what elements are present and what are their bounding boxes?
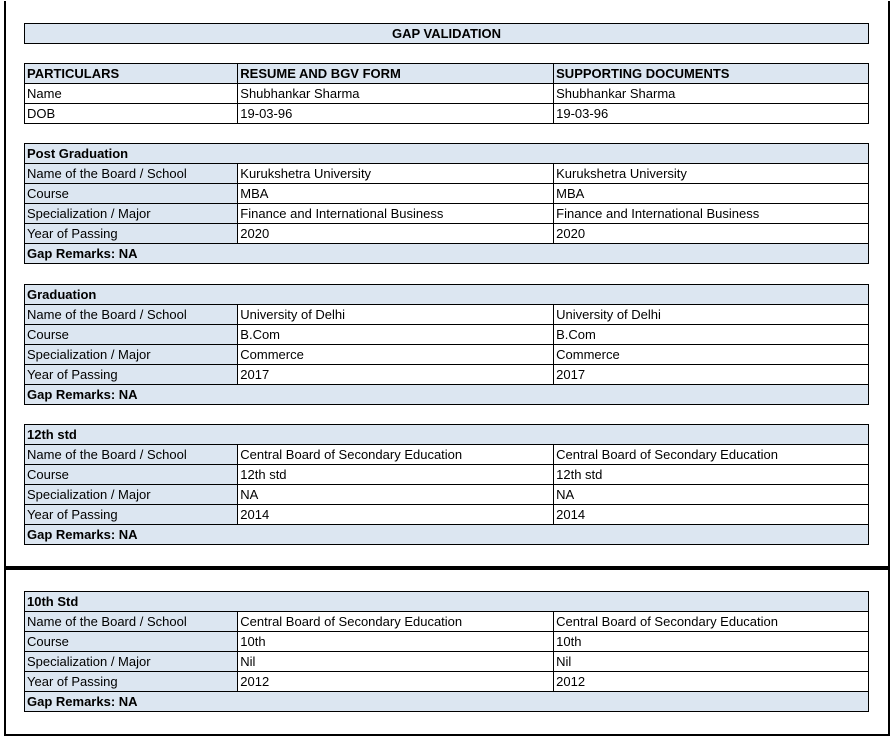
resume-value: University of Delhi <box>238 305 554 325</box>
resume-value: Central Board of Secondary Education <box>238 612 554 632</box>
row-label: Course <box>25 465 238 485</box>
docs-value: Commerce <box>554 345 869 365</box>
section-graduation <box>24 284 869 405</box>
table-row <box>25 164 869 184</box>
resume-value: Commerce <box>238 345 554 365</box>
resume-value: 2014 <box>238 505 554 525</box>
row-label: Name of the Board / School <box>25 164 238 184</box>
table-row <box>25 204 869 224</box>
row-label: Year of Passing <box>25 224 238 244</box>
section-10th-std <box>24 591 869 712</box>
row-label: Year of Passing <box>25 365 238 385</box>
resume-value: 10th <box>238 632 554 652</box>
table-row <box>25 84 869 104</box>
gap-remarks: Gap Remarks: NA <box>25 244 869 264</box>
resume-value: Central Board of Secondary Education <box>238 445 554 465</box>
section-heading: 10th Std <box>25 592 869 612</box>
table-row <box>25 305 869 325</box>
row-label: Name of the Board / School <box>25 305 238 325</box>
table-row <box>25 104 869 124</box>
resume-value: MBA <box>238 184 554 204</box>
table-row <box>25 184 869 204</box>
docs-value: University of Delhi <box>554 305 869 325</box>
docs-value: Central Board of Secondary Education <box>554 445 869 465</box>
row-label: Name of the Board / School <box>25 612 238 632</box>
resume-value: Finance and International Business <box>238 204 554 224</box>
header-particulars: PARTICULARS <box>25 64 238 84</box>
row-label: Course <box>25 632 238 652</box>
row-label: Specialization / Major <box>25 345 238 365</box>
docs-value: 19-03-96 <box>554 104 869 124</box>
row-label: Specialization / Major <box>25 485 238 505</box>
row-label: Course <box>25 184 238 204</box>
resume-value: 19-03-96 <box>238 104 554 124</box>
table-row <box>25 485 869 505</box>
row-label: Course <box>25 325 238 345</box>
header-supporting-docs: SUPPORTING DOCUMENTS <box>554 64 869 84</box>
table-row <box>25 445 869 465</box>
row-label: Name <box>25 84 238 104</box>
table-row <box>25 652 869 672</box>
resume-value: B.Com <box>238 325 554 345</box>
row-label: Specialization / Major <box>25 652 238 672</box>
resume-value: 12th std <box>238 465 554 485</box>
docs-value: 2014 <box>554 505 869 525</box>
particulars-table <box>24 63 869 124</box>
row-label: Year of Passing <box>25 505 238 525</box>
resume-value: 2017 <box>238 365 554 385</box>
docs-value: Finance and International Business <box>554 204 869 224</box>
section-12th-std <box>24 424 869 545</box>
row-label: Year of Passing <box>25 672 238 692</box>
section-heading: 12th std <box>25 425 869 445</box>
header-resume-bgv: RESUME AND BGV FORM <box>238 64 554 84</box>
table-row <box>25 612 869 632</box>
table-row <box>25 224 869 244</box>
resume-value: Shubhankar Sharma <box>238 84 554 104</box>
docs-value: Central Board of Secondary Education <box>554 612 869 632</box>
docs-value: B.Com <box>554 325 869 345</box>
resume-value: 2020 <box>238 224 554 244</box>
docs-value: 2017 <box>554 365 869 385</box>
table-row <box>25 505 869 525</box>
resume-value: NA <box>238 485 554 505</box>
docs-value: 10th <box>554 632 869 652</box>
table-row <box>25 345 869 365</box>
section-heading: Graduation <box>25 285 869 305</box>
resume-value: 2012 <box>238 672 554 692</box>
row-label: Specialization / Major <box>25 204 238 224</box>
page-title: GAP VALIDATION <box>25 24 869 44</box>
gap-remarks: Gap Remarks: NA <box>25 692 869 712</box>
table-row <box>25 672 869 692</box>
gap-remarks: Gap Remarks: NA <box>25 385 869 405</box>
docs-value: Nil <box>554 652 869 672</box>
resume-value: Kurukshetra University <box>238 164 554 184</box>
docs-value: Kurukshetra University <box>554 164 869 184</box>
table-row <box>25 325 869 345</box>
docs-value: 12th std <box>554 465 869 485</box>
gap-remarks: Gap Remarks: NA <box>25 525 869 545</box>
section-heading: Post Graduation <box>25 144 869 164</box>
docs-value: Shubhankar Sharma <box>554 84 869 104</box>
table-row <box>25 365 869 385</box>
docs-value: 2012 <box>554 672 869 692</box>
resume-value: Nil <box>238 652 554 672</box>
header-row <box>25 64 869 84</box>
table-row <box>25 632 869 652</box>
row-label: DOB <box>25 104 238 124</box>
title-table <box>24 23 869 44</box>
table-row <box>25 465 869 485</box>
docs-value: 2020 <box>554 224 869 244</box>
docs-value: NA <box>554 485 869 505</box>
row-label: Name of the Board / School <box>25 445 238 465</box>
docs-value: MBA <box>554 184 869 204</box>
section-post-graduation <box>24 143 869 264</box>
